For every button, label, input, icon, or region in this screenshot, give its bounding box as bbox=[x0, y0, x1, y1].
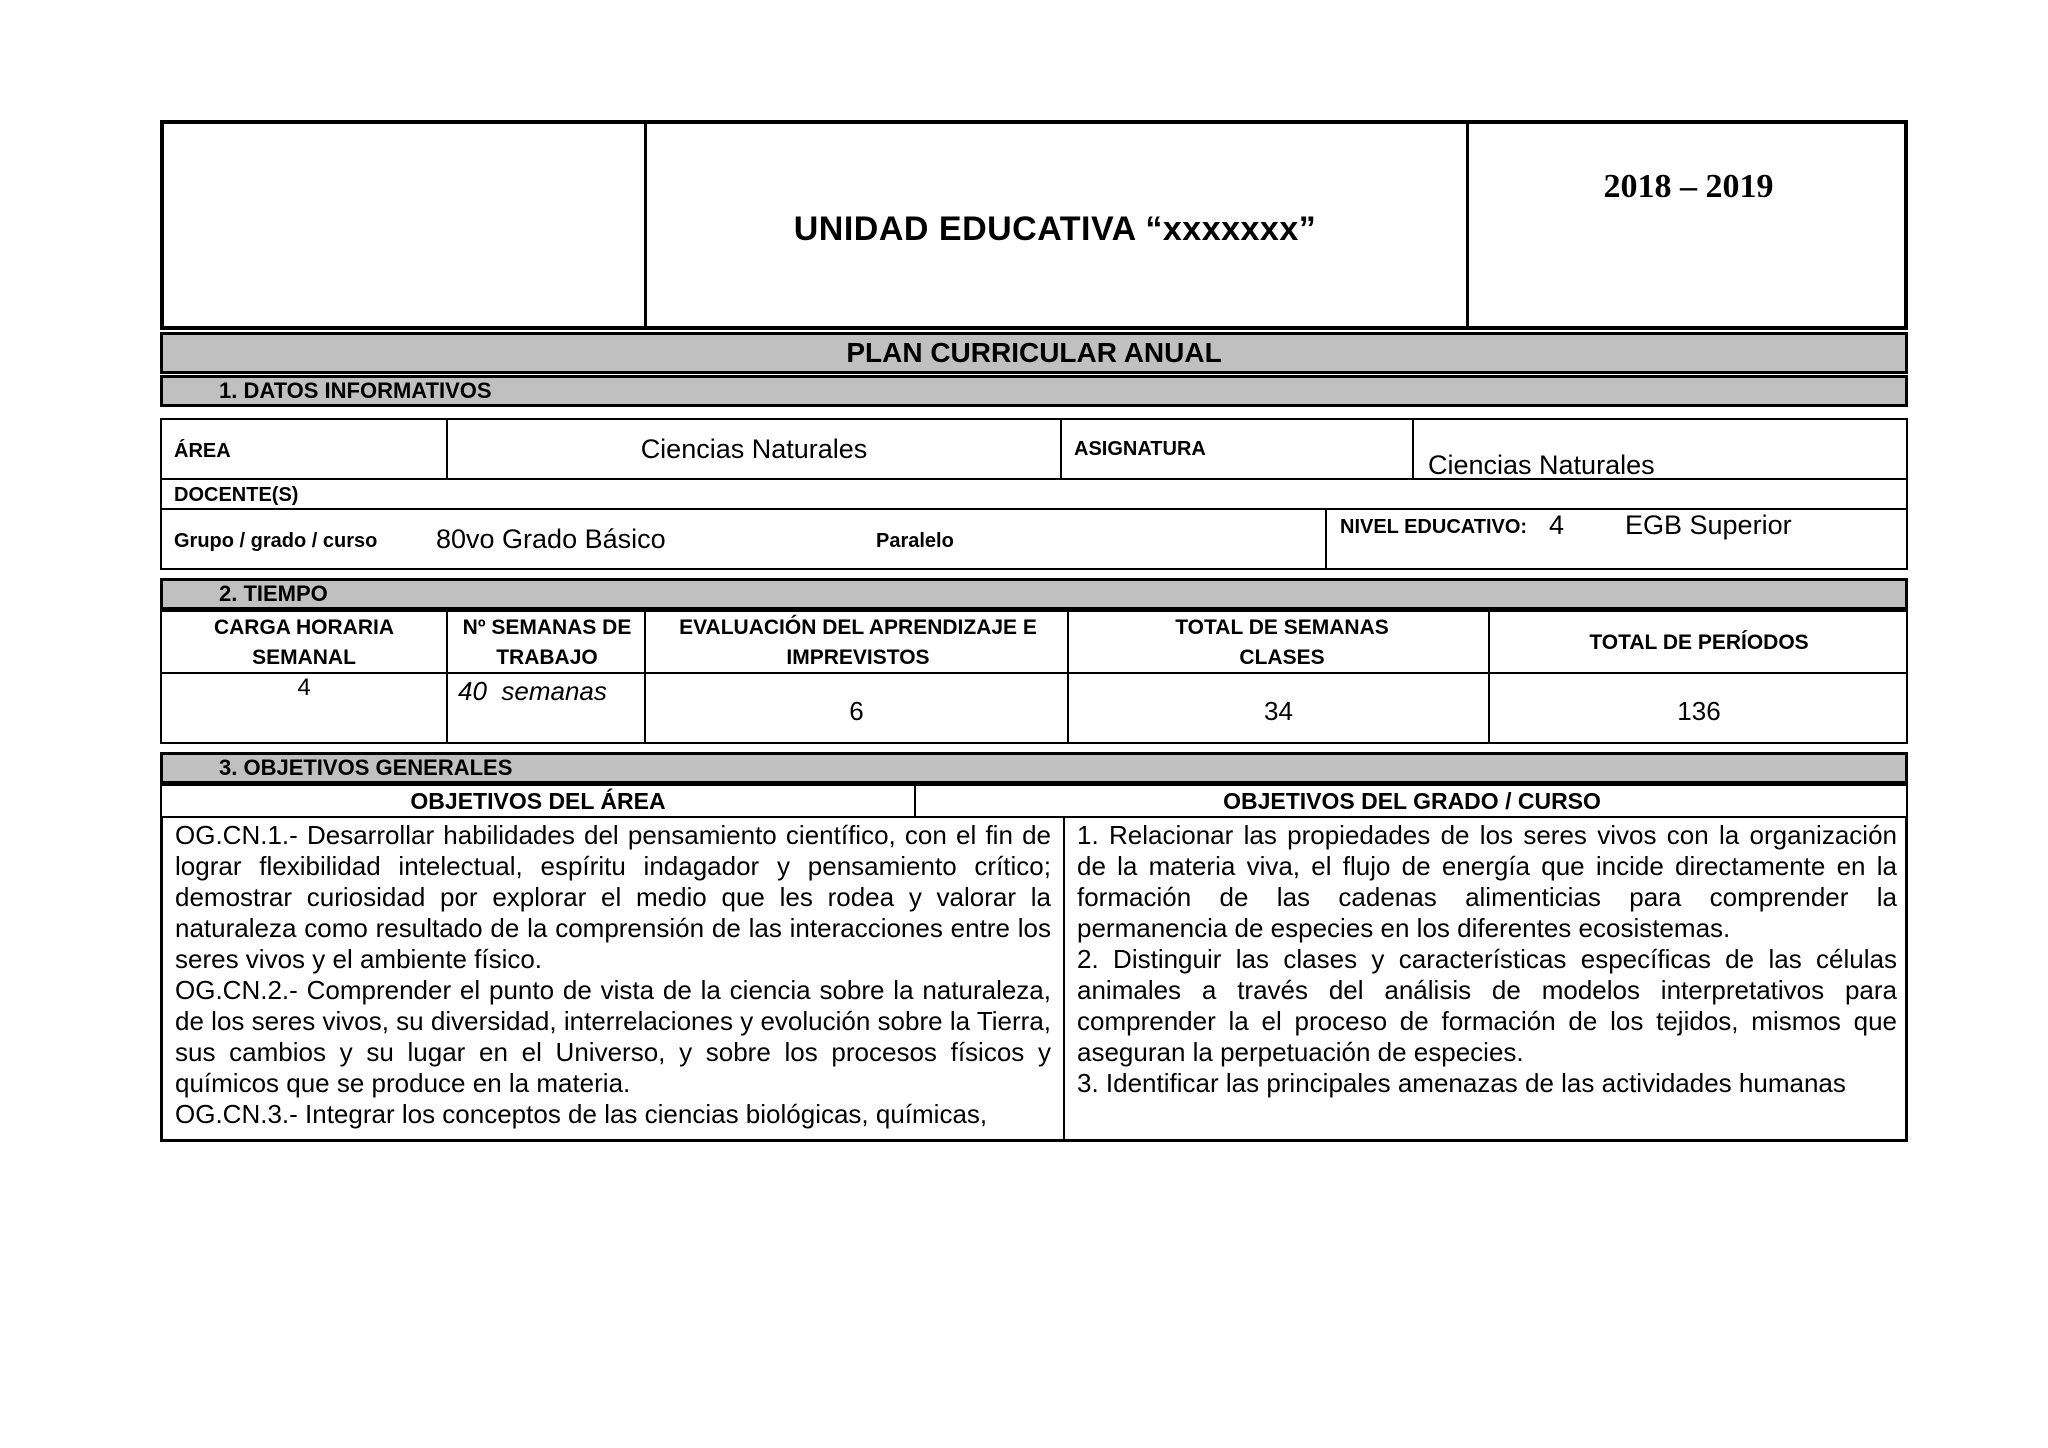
asignatura-label: ASIGNATURA bbox=[1074, 438, 1206, 460]
section-2-heading: 2. TIEMPO bbox=[160, 578, 1908, 610]
header-divider bbox=[1466, 124, 1469, 326]
objetivos-area-header: OBJETIVOS DEL ÁREA bbox=[410, 788, 666, 814]
objetivos-content bbox=[160, 816, 1908, 1142]
docente-label: DOCENTE(S) bbox=[174, 484, 299, 506]
header-evaluacion: EVALUACIÓN DEL APRENDIZAJE E IMPREVISTOS bbox=[679, 616, 1037, 669]
objetivos-grado-text bbox=[1077, 820, 1897, 1099]
cell-divider bbox=[446, 674, 448, 742]
objetivo-grado-item: 2. Distinguir las clases y características específicas de las células animales a través del análisis de modelos interpretativos para comprender la el proceso de formación de los tejidos, mismos que aseguran la perpetuación de especies. bbox=[1077, 944, 1897, 1067]
cell-divider bbox=[1325, 510, 1327, 568]
school-year: 2018 – 2019 bbox=[1603, 168, 1774, 205]
header-total-periodos: TOTAL DE PERÍODOS bbox=[1589, 631, 1809, 654]
school-title: UNIDAD EDUCATIVA “xxxxxxx” bbox=[793, 210, 1317, 248]
value-carga-horaria: 4 bbox=[297, 674, 311, 701]
plan-title: PLAN CURRICULAR ANUAL bbox=[160, 332, 1908, 374]
objetivos-header-row bbox=[160, 784, 1908, 818]
cell-divider bbox=[1060, 420, 1062, 478]
objetivos-area-text bbox=[175, 820, 1051, 1130]
nivel-value: EGB Superior bbox=[1625, 510, 1792, 540]
cell-divider bbox=[446, 612, 448, 672]
value-semanas-trabajo: 40 semanas bbox=[458, 676, 607, 706]
grupo-label: Grupo / grado / curso bbox=[174, 530, 378, 552]
objetivo-area-item: OG.CN.1.- Desarrollar habilidades del pensamiento científico, con el fin de lograr flexibilidad intelectual, espíritu indagador y pensamiento crítico; demostrar curiosidad por explorar el medio que les rodea y valorar la naturaleza como resultado de la comprensión de las interacciones entre los seres vivos y el ambiente físico. bbox=[175, 820, 1051, 974]
value-evaluacion: 6 bbox=[849, 696, 864, 726]
objetivo-grado-item: 3. Identificar las principales amenazas de las actividades humanas bbox=[1077, 1068, 1846, 1098]
cell-divider bbox=[644, 612, 646, 672]
area-value: Ciencias Naturales bbox=[640, 434, 868, 464]
paralelo-label: Paralelo bbox=[876, 530, 954, 552]
grupo-value: 80vo Grado Básico bbox=[436, 524, 666, 554]
asignatura-value: Ciencias Naturales bbox=[1428, 450, 1655, 480]
objetivo-grado-item: 1. Relacionar las propiedades de los seres vivos con la organización de la materia viva, el flujo de energía que incide directamente en la formación de las cadenas alimenticias para comprender la permanencia de especies en los diferentes ecosistemas. bbox=[1077, 820, 1897, 943]
cell-divider bbox=[1412, 420, 1414, 478]
document-header bbox=[160, 120, 1908, 330]
section-1-heading: 1. DATOS INFORMATIVOS bbox=[160, 375, 1908, 407]
value-total-periodos: 136 bbox=[1677, 696, 1721, 726]
logo-placeholder bbox=[164, 124, 644, 326]
header-semanas-trabajo: Nº SEMANAS DE TRABAJO bbox=[462, 616, 632, 669]
tiempo-values-row bbox=[160, 672, 1908, 744]
objetivo-area-item: OG.CN.3.- Integrar los conceptos de las ciencias biológicas, químicas, bbox=[175, 1099, 988, 1129]
header-total-semanas: TOTAL DE SEMANAS CLASES bbox=[1175, 616, 1389, 669]
area-label: ÁREA bbox=[174, 440, 231, 462]
objetivos-grado-header: OBJETIVOS DEL GRADO / CURSO bbox=[1223, 788, 1601, 814]
area-row bbox=[160, 418, 1908, 480]
section-3-heading: 3. OBJETIVOS GENERALES bbox=[160, 752, 1908, 784]
objetivo-area-item: OG.CN.2.- Comprender el punto de vista de la ciencia sobre la naturaleza, de los seres vivos, su diversidad, interrelaciones y evolución sobre la Tierra, sus cambios y su lugar en el Universo, y sobre los procesos físicos y químicos que se produce en la materia. bbox=[175, 975, 1051, 1098]
nivel-number: 4 bbox=[1549, 510, 1565, 540]
grupo-row bbox=[160, 508, 1908, 570]
cell-divider bbox=[1063, 818, 1065, 1139]
tiempo-header-row bbox=[160, 610, 1908, 674]
cell-divider bbox=[1067, 612, 1069, 672]
header-carga-horaria: CARGA HORARIA SEMANAL bbox=[213, 616, 395, 669]
docente-row bbox=[160, 478, 1908, 510]
nivel-label: NIVEL EDUCATIVO: bbox=[1340, 516, 1528, 538]
value-total-semanas: 34 bbox=[1264, 696, 1293, 726]
